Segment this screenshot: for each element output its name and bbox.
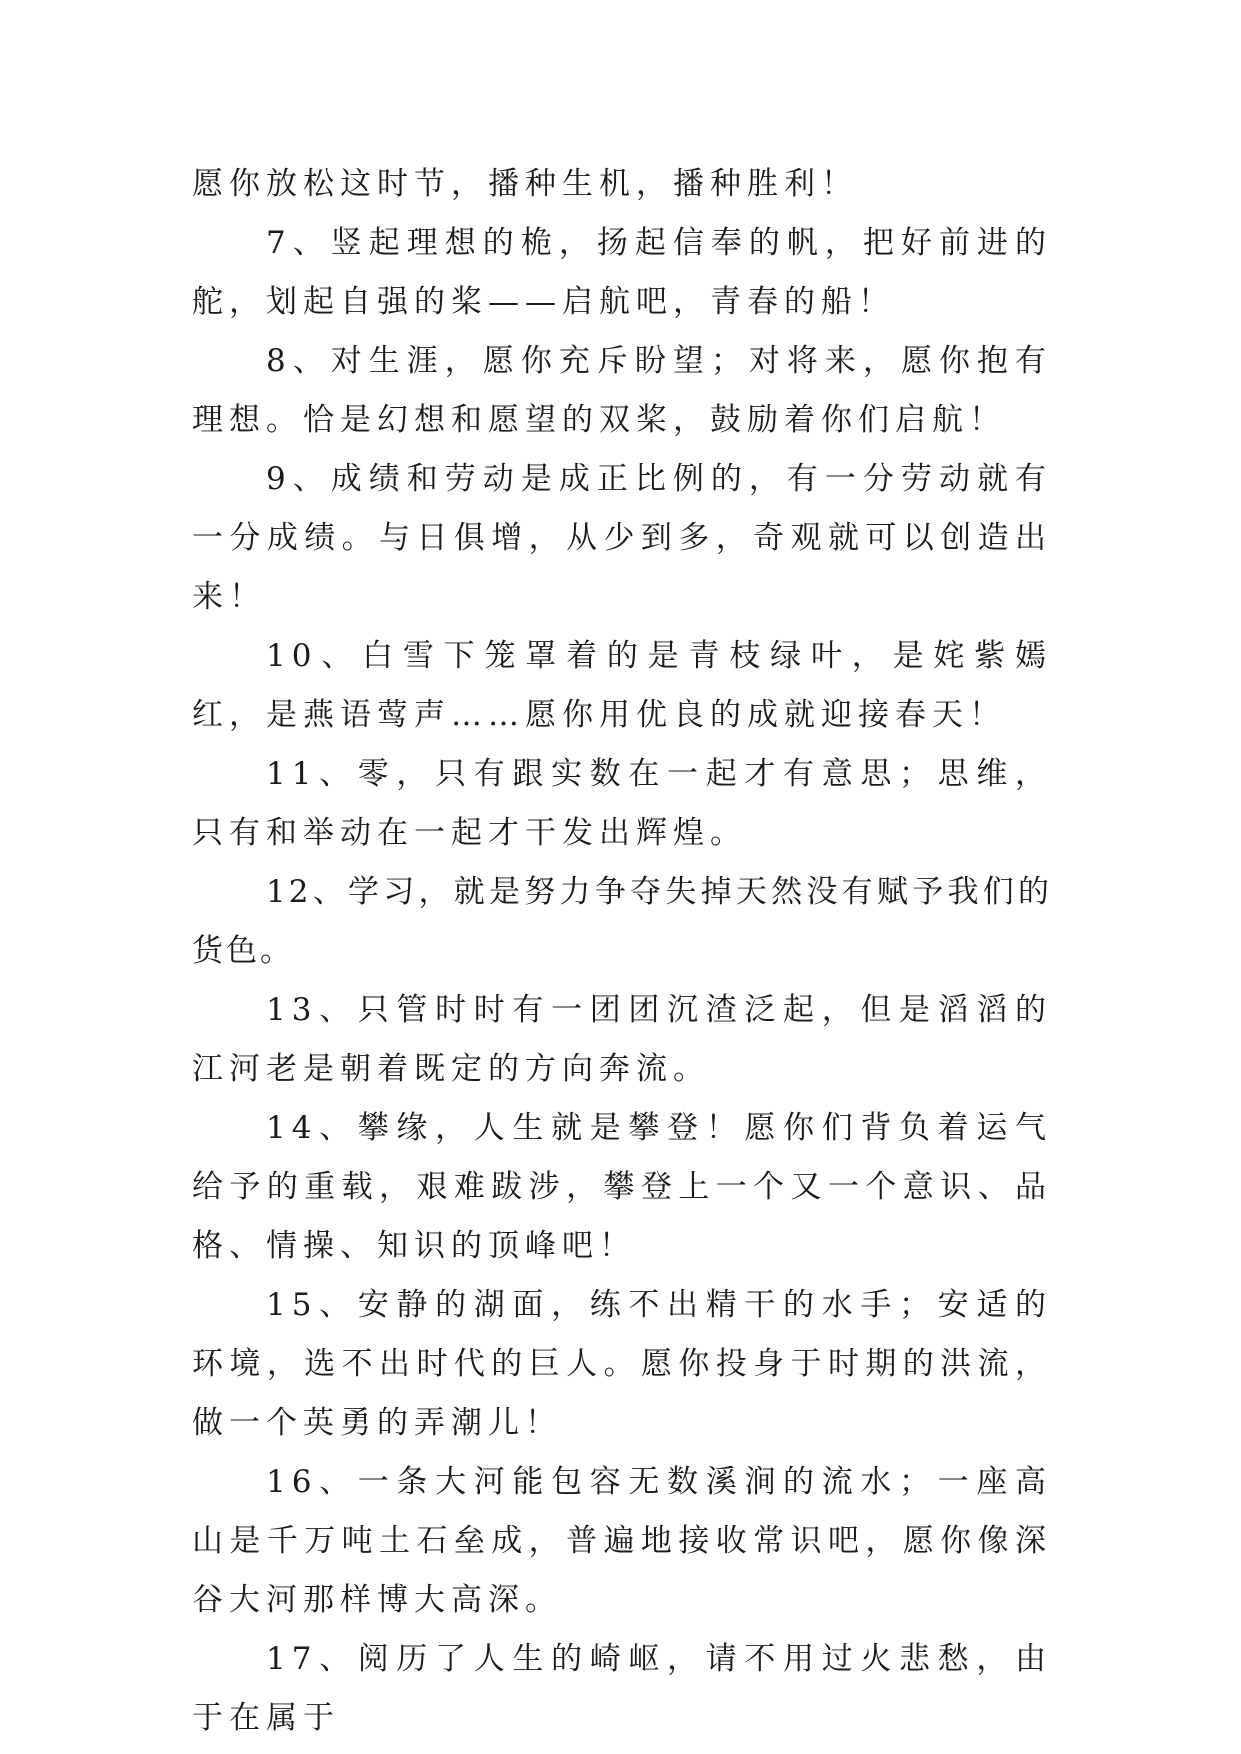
paragraph-item-13: 13、只管时时有一团团沉渣泛起，但是滔滔的江河老是朝着既定的方向奔流。 bbox=[192, 992, 1052, 1087]
paragraph-item-10: 10、白雪下笼罩着的是青枝绿叶，是姹紫嫣红，是燕语莺声……愿你用优良的成就迎接春天！ bbox=[192, 638, 1052, 733]
paragraph-continuation: 愿你放松这时节，播种生机，播种胜利！ bbox=[192, 166, 858, 202]
paragraph-item-7: 7、竖起理想的桅，扬起信奉的帆，把好前进的舵，划起自强的桨——启航吧，青春的船！ bbox=[192, 225, 1052, 320]
paragraph-item-9: 9、成绩和劳动是成正比例的，有一分劳动就有一分成绩。与日俱增，从少到多，奇观就可以创造出来！ bbox=[192, 461, 1052, 615]
paragraph-item-17: 17、阅历了人生的崎岖，请不用过火悲愁，由于在属于 bbox=[192, 1641, 1052, 1736]
paragraph-item-14: 14、攀缘，人生就是攀登！愿你们背负着运气给予的重载，艰难跋涉，攀登上一个又一个意识、品格、情操、知识的顶峰吧！ bbox=[192, 1110, 1052, 1264]
paragraph-item-15: 15、安静的湖面，练不出精干的水手；安适的环境，选不出时代的巨人。愿你投身于时期的洪流，做一个英勇的弄潮儿！ bbox=[192, 1287, 1052, 1441]
paragraph-item-11: 11、零，只有跟实数在一起才有意思；思维，只有和举动在一起才干发出辉煌。 bbox=[192, 756, 1052, 851]
paragraph-item-16: 16、一条大河能包容无数溪涧的流水；一座高山是千万吨土石垒成，普遍地接收常识吧，愿你像深谷大河那样博大高深。 bbox=[192, 1464, 1052, 1618]
document-body bbox=[192, 155, 1052, 1748]
paragraph-item-8: 8、对生涯，愿你充斥盼望；对将来，愿你抱有理想。恰是幻想和愿望的双桨，鼓励着你们启航！ bbox=[192, 343, 1052, 438]
paragraph-item-12: 12、学习，就是努力争夺失掉天然没有赋予我们的货色。 bbox=[192, 874, 1052, 969]
